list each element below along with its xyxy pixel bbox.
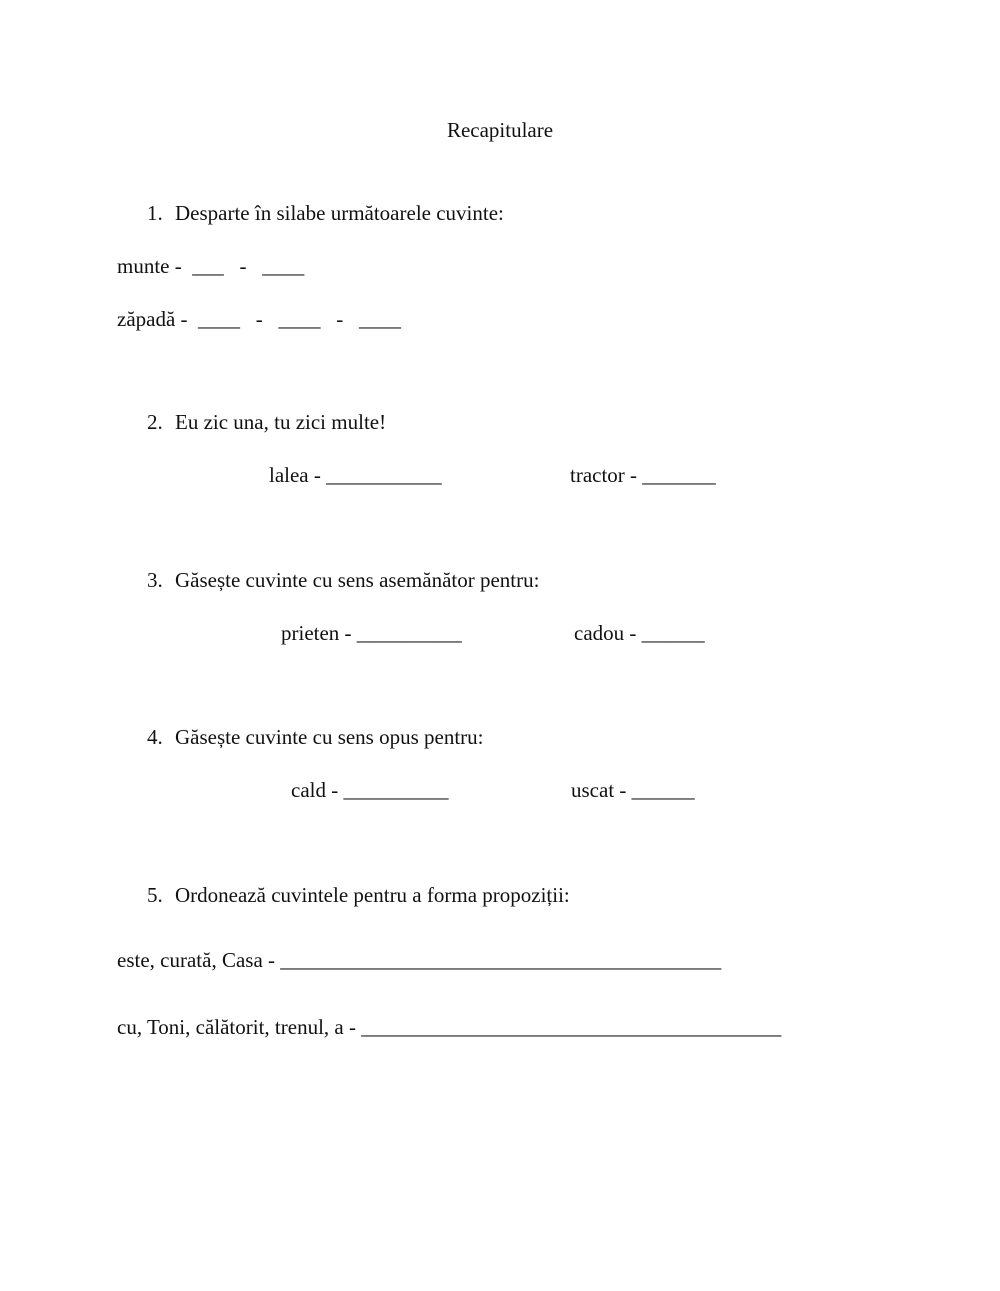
exercise-1-heading [147, 203, 504, 224]
exercise-5-prompt: Ordonează cuvintele pentru a forma propoziții: [175, 883, 570, 907]
exercise-3-heading [147, 570, 539, 591]
exercise-5-row-2: cu, Toni, călătorit, trenul, a - ________________________________________ [117, 1015, 782, 1039]
exercise-3-item-cadou: cadou - ______ [574, 621, 705, 645]
exercise-1-number: 1. [147, 201, 163, 225]
page-title: Recapitulare [446, 118, 554, 142]
exercise-4-heading [147, 727, 484, 748]
exercise-1-row-munte: munte - ___ - ____ [117, 254, 305, 278]
exercise-1-row-zapada: zăpadă - ____ - ____ - ____ [117, 307, 402, 331]
exercise-5-row-1: este, curată, Casa - __________________________________________ [117, 948, 722, 972]
exercise-4-item-cald: cald - __________ [291, 778, 449, 802]
exercise-5-number: 5. [147, 883, 163, 907]
exercise-2-prompt: Eu zic una, tu zici multe! [175, 410, 387, 434]
exercise-3-prompt: Găsește cuvinte cu sens asemănător pentru: [175, 568, 540, 592]
exercise-2-heading [147, 412, 386, 433]
exercise-4-item-uscat: uscat - ______ [571, 778, 695, 802]
exercise-3-number: 3. [147, 568, 163, 592]
exercise-2-item-tractor: tractor - _______ [570, 463, 716, 487]
exercise-3-item-prieten: prieten - __________ [281, 621, 462, 645]
exercise-4-number: 4. [147, 725, 163, 749]
exercise-2-number: 2. [147, 410, 163, 434]
exercise-4-prompt: Găsește cuvinte cu sens opus pentru: [175, 725, 484, 749]
exercise-5-heading [147, 885, 570, 906]
exercise-2-item-lalea: lalea - ___________ [269, 463, 442, 487]
exercise-1-prompt: Desparte în silabe următoarele cuvinte: [175, 201, 504, 225]
